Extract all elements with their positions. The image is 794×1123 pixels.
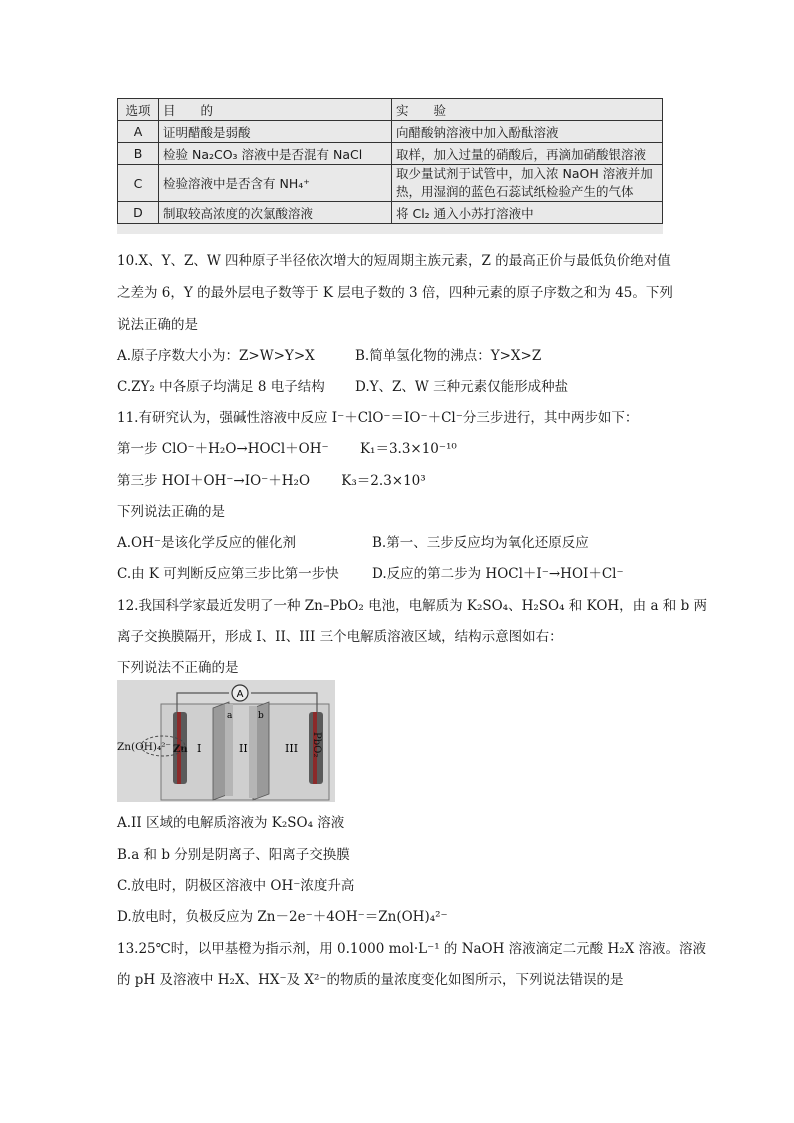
membrane-b-edge <box>249 706 257 798</box>
q10-option-d: D.Y、Z、W 三种元素仅能形成种盐 <box>355 379 569 395</box>
row-experiment: 向醋酸钠溶液中加入酚酞溶液 <box>392 121 663 143</box>
row-purpose: 证明醋酸是弱酸 <box>159 121 392 143</box>
table-header-row <box>118 99 663 121</box>
region-3-label: III <box>285 742 299 755</box>
q12-stem-line2: 离子交换膜隔开，形成 I、II、III 三个电解质溶液区域，结构示意图如右： <box>117 629 563 645</box>
q12-option-b: B.a 和 b 分别是阴离子、阳离子交换膜 <box>117 847 350 863</box>
q10-option-a: A.原子序数大小为：Z>W>Y>X <box>117 348 315 364</box>
q10-stem-line2: 之差为 6，Y 的最外层电子数等于 K 层电子数的 3 倍，四种元素的原子序数之和为 45。下列 <box>117 285 673 301</box>
battery-diagram <box>117 680 335 802</box>
header-experiment: 实 验 <box>392 99 663 121</box>
row-key: C <box>118 165 159 202</box>
header-purpose: 目 的 <box>159 99 392 121</box>
q12-stem-line1: 12.我国科学家最近发明了一种 Zn–PbO₂ 电池，电解质为 K₂SO₄、H₂SO₄ 和 KOH，由 a 和 b 两 <box>117 598 708 614</box>
experiment-table <box>117 98 663 234</box>
q10-stem-line3: 说法正确的是 <box>117 317 198 333</box>
q13-stem-line1: 13.25℃时，以甲基橙为指示剂，用 0.1000 mol·L⁻¹ 的 NaOH 溶液滴定二元酸 H₂X 溶液。溶液 <box>117 941 707 957</box>
q10-option-b: B.简单氢化物的沸点：Y>X>Z <box>355 348 542 364</box>
q11-option-b: B.第一、三步反应均为氧化还原反应 <box>372 535 589 551</box>
header-option: 选项 <box>118 99 159 121</box>
row-experiment: 将 Cl₂ 通入小苏打溶液中 <box>392 202 663 224</box>
battery-diagram-svg <box>117 680 335 802</box>
q11-option-a: A.OH⁻是该化学反应的催化剂 <box>117 535 297 551</box>
table-row <box>118 121 663 143</box>
q11-option-c: C.由 K 可判断反应第三步比第一步快 <box>117 566 339 582</box>
row-experiment-line2: 热，用湿润的蓝色石蕊试纸检验产生的气体 <box>396 184 634 199</box>
q11-prompt: 下列说法正确的是 <box>117 504 225 520</box>
table-row <box>118 165 663 202</box>
q13-stem-line2: 的 pH 及溶液中 H₂X、HX⁻及 X²⁻的物质的量浓度变化如图所示，下列说法错误的是 <box>117 972 624 988</box>
q12-prompt: 下列说法不正确的是 <box>117 660 239 676</box>
q11-option-d: D.反应的第二步为 HOCl＋I⁻→HOI＋Cl⁻ <box>372 566 624 582</box>
ammeter-label: A <box>236 689 244 700</box>
table-row <box>118 202 663 224</box>
row-purpose: 检验溶液中是否含有 NH₄⁺ <box>159 165 392 202</box>
membrane-a-label: a <box>227 711 233 721</box>
q11-step1: 第一步 ClO⁻＋H₂O→HOCl＋OH⁻ K₁＝3.3×10⁻¹⁰ <box>117 441 457 457</box>
q12-option-d: D.放电时，负极反应为 Zn－2e⁻＋4OH⁻＝Zn(OH)₄²⁻ <box>117 909 448 925</box>
row-purpose: 制取较高浓度的次氯酸溶液 <box>159 202 392 224</box>
zn-hydroxide-label: Zn(OH)₄²⁻ <box>117 741 171 753</box>
pbo2-label: PbO₂ <box>311 732 322 758</box>
membrane-b-label: b <box>258 711 264 721</box>
q10-stem-line1: 10.X、Y、Z、W 四种原子半径依次增大的短周期主族元素，Z 的最高正价与最低负价绝对值 <box>117 253 671 269</box>
row-key: A <box>118 121 159 143</box>
q11-step3: 第三步 HOI＋OH⁻→IO⁻＋H₂O K₃＝2.3×10³ <box>117 473 426 489</box>
q12-option-c: C.放电时，阴极区溶液中 OH⁻浓度升高 <box>117 878 355 894</box>
row-experiment: 取样，加入过量的硝酸后，再滴加硝酸银溶液 <box>392 143 663 165</box>
q11-stem: 11.有研究认为，强碱性溶液中反应 I⁻＋ClO⁻＝IO⁻＋Cl⁻分三步进行，其中两步如下： <box>117 410 639 426</box>
row-experiment-line1: 取少量试剂于试管中，加入浓 NaOH 溶液并加 <box>396 166 653 181</box>
row-key: D <box>118 202 159 224</box>
q10-option-c: C.ZY₂ 中各原子均满足 8 电子结构 <box>117 379 325 395</box>
row-purpose: 检验 Na₂CO₃ 溶液中是否混有 NaCl <box>159 143 392 165</box>
region-2-label: II <box>239 742 248 755</box>
q12-option-a: A.II 区域的电解质溶液为 K₂SO₄ 溶液 <box>117 815 345 831</box>
row-experiment <box>392 165 663 202</box>
row-key: B <box>118 143 159 165</box>
zn-label: Zn <box>173 744 188 755</box>
table-row <box>118 143 663 165</box>
region-1-label: I <box>197 742 202 755</box>
